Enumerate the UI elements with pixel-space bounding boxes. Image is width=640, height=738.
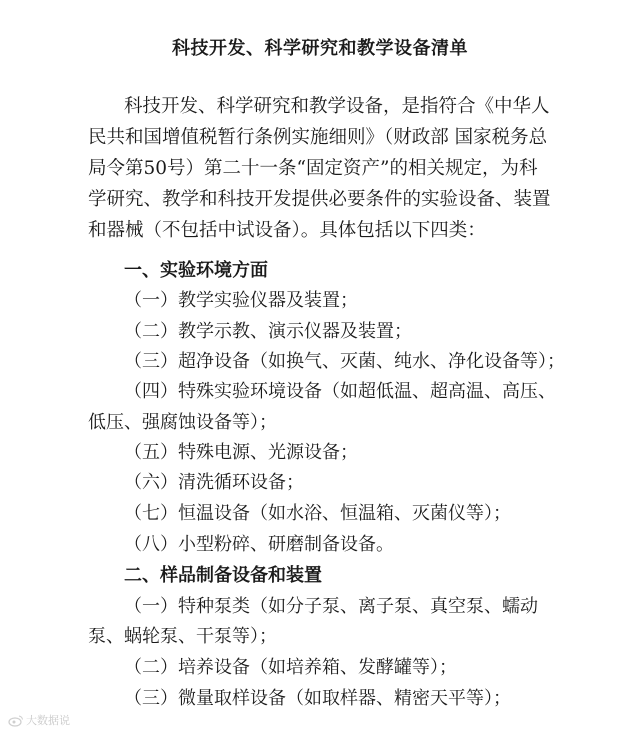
list-item: （四）特殊实验环境设备（如超低温、超高温、高压、 bbox=[124, 381, 556, 402]
list-item: （一）教学实验仪器及装置； bbox=[124, 290, 358, 311]
intro-paragraph bbox=[88, 91, 562, 246]
list-item: （二）培养设备（如培养箱、发酵罐等）； bbox=[124, 657, 457, 678]
intro-line: 民共和国增值税暂行条例实施细则》（财政部 国家税务总 bbox=[88, 127, 548, 148]
watermark-text: 大数据说 bbox=[26, 714, 70, 727]
list-item: （六）清洗循环设备； bbox=[124, 472, 304, 493]
watermark bbox=[8, 712, 70, 728]
list-item: （三）超净设备（如换气、灭菌、纯水、净化设备等）； bbox=[124, 351, 565, 372]
section-heading: 二、样品制备设备和装置 bbox=[124, 565, 322, 586]
document-title: 科技开发、科学研究和教学设备清单 bbox=[172, 38, 468, 59]
intro-line: 学研究、教学和科技开发提供必要条件的实验设备、装置 bbox=[88, 189, 551, 210]
intro-line: 科技开发、科学研究和教学设备，是指符合《中华人 bbox=[124, 96, 550, 117]
weibo-logo-icon bbox=[8, 715, 24, 727]
list-item: （三）微量取样设备（如取样器、精密天平等）； bbox=[124, 688, 511, 709]
intro-line: 局令第50号）第二十一条“固定资产”的相关规定，为科 bbox=[88, 158, 538, 179]
list-item: （八）小型粉碎、研磨制备设备。 bbox=[124, 534, 394, 555]
list-item-continuation: 低压、强腐蚀设备等）； bbox=[88, 412, 277, 433]
list-item-continuation: 泵、蜗轮泵、干泵等）； bbox=[88, 626, 277, 647]
list-item: （五）特殊电源、光源设备； bbox=[124, 442, 358, 463]
list-item: （二）教学示教、演示仪器及装置； bbox=[124, 321, 412, 342]
list-item: （七）恒温设备（如水浴、恒温箱、灭菌仪等）； bbox=[124, 503, 511, 524]
section-heading: 一、实验环境方面 bbox=[124, 260, 268, 281]
intro-line: 和器械（不包括中试设备）。具体包括以下四类： bbox=[88, 220, 486, 241]
list-item: （一）特种泵类（如分子泵、离子泵、真空泵、蠕动 bbox=[124, 596, 538, 617]
